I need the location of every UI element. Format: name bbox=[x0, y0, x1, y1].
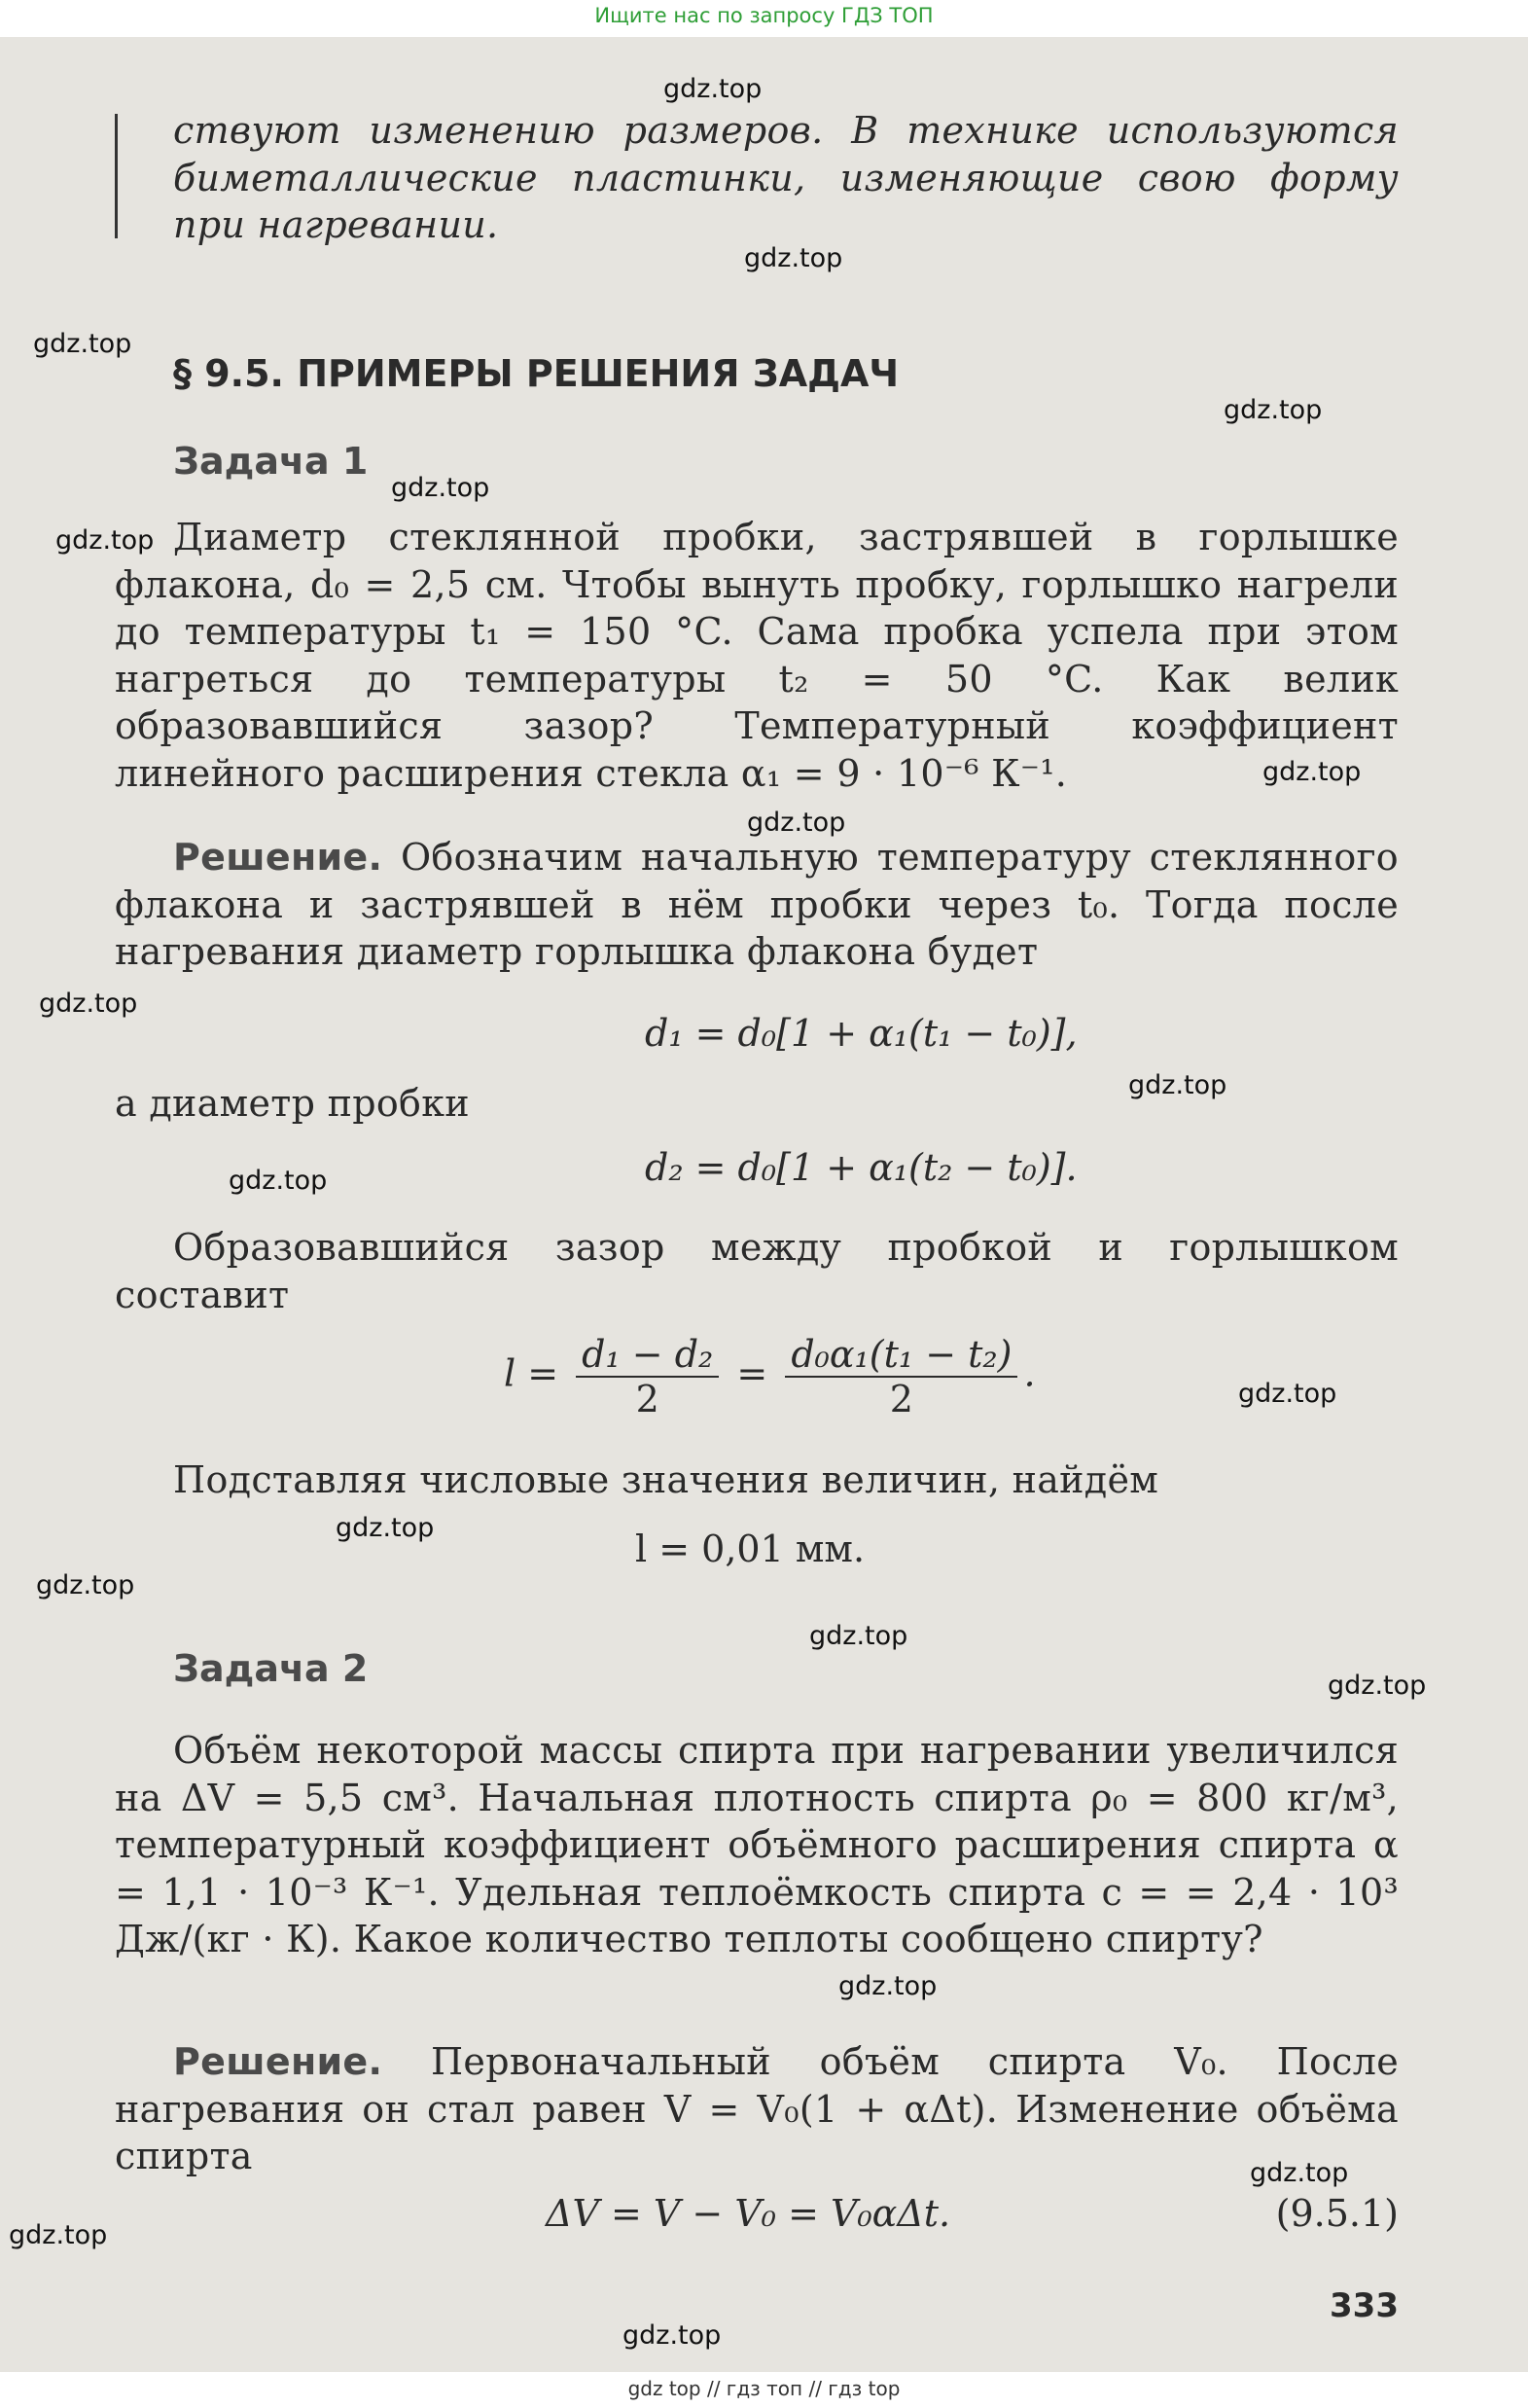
task2-title: Задача 2 bbox=[173, 1647, 369, 1690]
formula-d2: d₂ = d₀[1 + α₁(t₂ − t₀)]. bbox=[645, 1146, 1078, 1189]
formula-gap-end: . bbox=[1023, 1351, 1036, 1395]
watermark: gdz.top bbox=[336, 1513, 435, 1543]
task1-title: Задача 1 bbox=[173, 440, 369, 483]
intro-line: биметаллические пластинки, изменяющие свою форму bbox=[173, 156, 1399, 199]
fraction bbox=[576, 1333, 719, 1420]
intro-paragraph bbox=[173, 107, 1399, 249]
watermark: gdz.top bbox=[1238, 1379, 1337, 1409]
solution-label: Решение. bbox=[173, 2040, 383, 2083]
fraction-denominator: 2 bbox=[635, 1378, 659, 1420]
equation-number: (9.5.1) bbox=[1275, 2192, 1399, 2235]
quote-bar bbox=[115, 114, 118, 238]
task1-statement-text: Диаметр стеклянной пробки, застрявшей в горлышке флакона, d₀ = 2,5 см. Чтобы вынуть пробку, горлышко нагрели до температуры t₁ = 150 °C. Сама пробка успела при этом нагреться до температуры t₂ = 50 °C. Как велик образовавшийся зазор? Температурный коэффициент линейного расширения стекла α₁ = 9 · 10⁻⁶ К⁻¹. bbox=[115, 516, 1399, 795]
bottom-banner[interactable]: gdz top // гдз топ // гдз top bbox=[627, 2377, 901, 2400]
formula-gap bbox=[504, 1333, 1036, 1420]
top-banner[interactable]: Ищите нас по запросу ГДЗ ТОП bbox=[594, 4, 934, 27]
subst-paragraph bbox=[115, 1456, 1399, 1504]
task2-statement-text: Объём некоторой массы спирта при нагревании увеличился на ΔV = 5,5 см³. Начальная плотность спирта ρ₀ = 800 кг/м³, температурный коэффициент объёмного расширения спирта α = 1,1 · 10⁻³ К⁻¹. Удельная теплоёмкость спирта c = = 2,4 · 10³ Дж/(кг · К). Какое количество теплоты сообщено спирту? bbox=[115, 1729, 1399, 1960]
section-title: § 9.5. ПРИМЕРЫ РЕШЕНИЯ ЗАДАЧ bbox=[173, 352, 900, 395]
formula-gap-eq: = bbox=[736, 1351, 768, 1395]
watermark: gdz.top bbox=[1250, 2158, 1349, 2188]
task2-solution bbox=[115, 2038, 1399, 2180]
subst-text: Подставляя числовые значения величин, найдём bbox=[173, 1458, 1159, 1501]
watermark: gdz.top bbox=[9, 2220, 108, 2250]
watermark: gdz.top bbox=[663, 74, 763, 104]
watermark: gdz.top bbox=[55, 525, 155, 556]
formula-dv: ΔV = V − V₀ = V₀αΔt. bbox=[546, 2192, 951, 2235]
watermark: gdz.top bbox=[622, 2320, 722, 2351]
task1-statement bbox=[115, 514, 1399, 797]
watermark: gdz.top bbox=[39, 988, 138, 1019]
page-number: 333 bbox=[1330, 2286, 1399, 2325]
task2-solution-text: Первоначальный объём спирта V₀. После нагревания он стал равен V = V₀(1 + αΔt). Изменение объёма спирта bbox=[115, 2040, 1399, 2177]
watermark: gdz.top bbox=[744, 243, 843, 273]
watermark: gdz.top bbox=[1328, 1671, 1427, 1701]
fraction-denominator: 2 bbox=[889, 1378, 913, 1420]
watermark: gdz.top bbox=[36, 1570, 135, 1600]
watermark: gdz.top bbox=[1128, 1070, 1227, 1100]
intro-line: при нагревании. bbox=[173, 203, 499, 246]
watermark: gdz.top bbox=[229, 1166, 328, 1196]
watermark: gdz.top bbox=[1224, 395, 1323, 425]
fraction bbox=[785, 1333, 1017, 1420]
intro-line: ствуют изменению размеров. В технике используются bbox=[173, 109, 1399, 152]
between-text: а диаметр пробки bbox=[115, 1082, 470, 1125]
gap-paragraph bbox=[115, 1224, 1399, 1318]
watermark: gdz.top bbox=[391, 473, 490, 503]
formula-gap-lhs: l = bbox=[504, 1351, 559, 1395]
watermark: gdz.top bbox=[747, 808, 846, 838]
gap-text: Образовавшийся зазор между пробкой и горлышком составит bbox=[115, 1226, 1399, 1316]
fraction-numerator: d₁ − d₂ bbox=[576, 1333, 719, 1378]
watermark: gdz.top bbox=[809, 1621, 908, 1651]
watermark: gdz.top bbox=[33, 329, 132, 359]
formula-result: l = 0,01 мм. bbox=[635, 1527, 866, 1570]
solution-label: Решение. bbox=[173, 836, 383, 879]
task2-statement bbox=[115, 1727, 1399, 1963]
fraction-numerator: d₀α₁(t₁ − t₂) bbox=[785, 1333, 1017, 1378]
task1-solution-text: Обозначим начальную температуру стеклянного флакона и застрявшей в нём пробки через t₀. Тогда после нагревания диаметр горлышка флакона будет bbox=[115, 836, 1399, 973]
task1-solution bbox=[115, 834, 1399, 976]
watermark: gdz.top bbox=[1262, 757, 1362, 787]
watermark: gdz.top bbox=[838, 1971, 938, 2001]
formula-d1: d₁ = d₀[1 + α₁(t₁ − t₀)], bbox=[645, 1012, 1078, 1055]
